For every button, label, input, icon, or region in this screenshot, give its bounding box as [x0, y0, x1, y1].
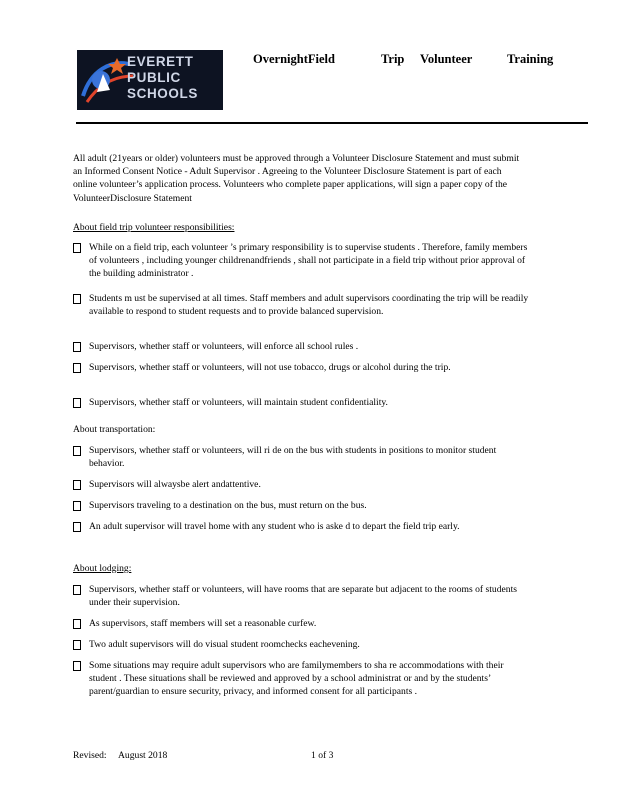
list-item — [73, 361, 529, 374]
checkbox-bullet-icon — [73, 480, 81, 490]
district-logo — [77, 50, 223, 110]
list-item — [73, 520, 529, 533]
title-word-3: Volunteer — [420, 52, 473, 66]
list-item-text: Supervisors traveling to a destination on the bus, must return on the bus. — [89, 500, 367, 511]
checkbox-bullet-icon — [73, 363, 81, 373]
checkbox-bullet-icon — [73, 243, 81, 253]
checkbox-bullet-icon — [73, 342, 81, 352]
list-item-text: Supervisors, whether staff or volunteers, will ri de on the bus with students in positions to monitor student behavior. — [89, 445, 497, 470]
list-item — [73, 617, 529, 630]
checkbox-bullet-icon — [73, 294, 81, 304]
list-item — [73, 499, 529, 512]
list-item-text: Some situations may require adult supervisors who are familymembers to sha re accommodations with their student . These situations shall be reviewed and approved by a school administrat or and by the students’ parent/guardian to ensure security, privacy, and informed consent for all participants . — [89, 660, 504, 698]
list-item — [73, 478, 529, 491]
list-item-text: Supervisors, whether staff or volunteers, will enforce all school rules . — [89, 341, 359, 352]
list-item — [73, 638, 529, 651]
list-item — [73, 659, 529, 699]
list-item-text: As supervisors, staff members will set a reasonable curfew. — [89, 618, 317, 629]
revised-label: Revised: — [73, 750, 107, 761]
list-item — [73, 396, 529, 409]
list-item-text: Two adult supervisors will do visual student roomchecks eachevening. — [89, 639, 360, 650]
list-item-text: Supervisors will alwaysbe alert andattentive. — [89, 479, 261, 490]
checkbox-bullet-icon — [73, 661, 81, 671]
list-item — [73, 340, 529, 353]
list-item-text: Students m ust be supervised at all times. Staff members and adult supervisors coordinating the trip will be readily available to respond to student requests and to provide balanced supervision. — [89, 293, 529, 318]
transportation-heading: About transportation: — [73, 424, 156, 435]
header-divider — [76, 122, 588, 124]
logo-line-1: EVERETT — [127, 54, 194, 69]
list-item — [73, 583, 529, 609]
revised-date: August 2018 — [118, 750, 168, 761]
checkbox-bullet-icon — [73, 446, 81, 456]
logo-line-3: SCHOOLS — [127, 86, 198, 101]
checkbox-bullet-icon — [73, 640, 81, 650]
intro-paragraph: All adult (21years or older) volunteers must be approved through a Volunteer Disclosure Statement and must submit an Informed Consent Notice - Adult Supervisor . Agreeing to the Volunteer Disclosure Statement is part of each online volunteer’s application process. Volunteers who complete paper applications, will sign a paper copy of the VolunteerDisclosure Statement — [73, 153, 520, 204]
list-item-text: Supervisors, whether staff or volunteers, will have rooms that are separate but adjacent to the rooms of students under their supervision. — [89, 584, 517, 609]
logo-text — [127, 54, 198, 102]
checkbox-bullet-icon — [73, 501, 81, 511]
checkbox-bullet-icon — [73, 398, 81, 408]
list-item — [73, 292, 529, 318]
checkbox-bullet-icon — [73, 585, 81, 595]
logo-line-2: PUBLIC — [127, 70, 181, 85]
list-item — [73, 241, 529, 281]
list-item — [73, 444, 529, 470]
checkbox-bullet-icon — [73, 522, 81, 532]
list-item-text: Supervisors, whether staff or volunteers, will maintain student confidentiality. — [89, 397, 388, 408]
title-word-4: Training — [507, 52, 554, 66]
list-item-text: Supervisors, whether staff or volunteers, will not use tobacco, drugs or alcohol during the trip. — [89, 362, 451, 373]
title-word-1: OvernightField — [253, 52, 335, 66]
lodging-heading: About lodging: — [73, 563, 132, 574]
title-word-2: Trip — [381, 52, 405, 66]
checkbox-bullet-icon — [73, 619, 81, 629]
list-item-text: While on a field trip, each volunteer ’s primary responsibility is to supervise students . Therefore, family members of volunteers , including younger childrenandfriends , shall not participate in a field trip without prior approval of the building administrator . — [89, 242, 528, 280]
page-number: 1 of 3 — [311, 750, 334, 761]
responsibilities-heading: About field trip volunteer responsibilities: — [73, 222, 235, 233]
list-item-text: An adult supervisor will travel home with any student who is aske d to depart the field trip early. — [89, 521, 460, 532]
